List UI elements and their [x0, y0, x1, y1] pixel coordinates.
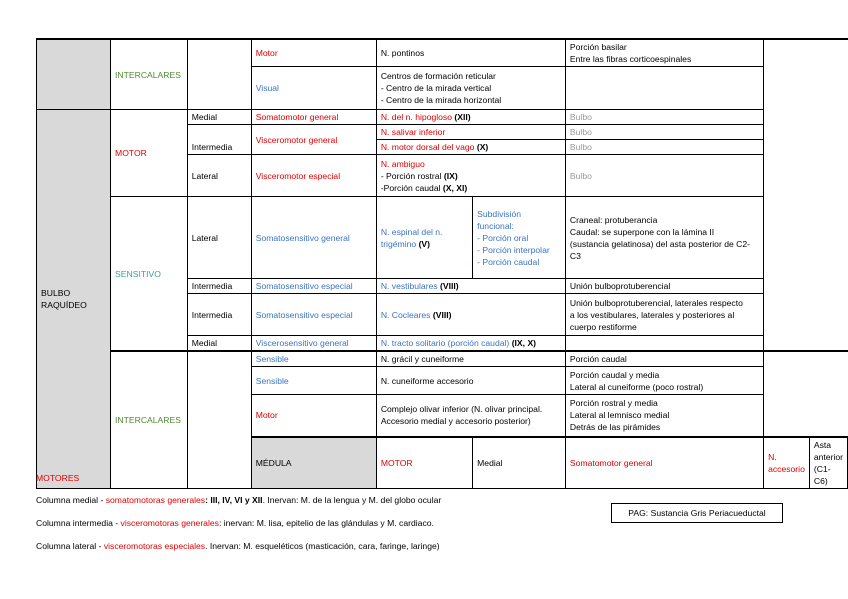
bulbo-label: BULBO RAQUÍDEO	[37, 110, 111, 489]
nucleo-cell: N. del n. hipogloso (XII)	[376, 110, 565, 125]
loc-cell: Bulbo	[565, 155, 763, 197]
nucleo-cell: Centros de formación reticular - Centro de la mirada vertical - Centro de la mirada horizontal	[376, 67, 565, 110]
loc-cell: Porción caudal y media Lateral al cuneiforme (poco rostral)	[565, 367, 763, 395]
loc-cell	[565, 67, 763, 110]
loc-cell: Unión bulboprotuberencial	[565, 279, 763, 294]
nuclei-table	[36, 38, 848, 489]
pos-cell: Intermedia	[187, 294, 251, 336]
group-motor-medula: MOTOR	[376, 437, 472, 489]
nucleo-cell: N. espinal del n. trigémino (V)	[376, 197, 472, 279]
tipo-cell: Somatosensitivo especial	[251, 279, 376, 294]
legend-title: MOTORES	[36, 473, 80, 483]
nucleo-cell: N. ambiguo - Porción rostral (IX) -Porción caudal (X, XI)	[376, 155, 565, 197]
loc-cell: Craneal: protuberancia Caudal: se superpone con la lámina II (sustancia gelatinosa) del asta posterior de C2- C3	[565, 197, 763, 279]
pos-cell: Intermedia	[187, 125, 251, 155]
legend-line-medial: Columna medial - somatomotoras generales: III, IV, VI y XII. Inervan: M. de la lengua y M. del globo ocular	[36, 495, 442, 505]
tipo-cell: Somatosensitivo especial	[251, 294, 376, 336]
pos-cell: Lateral	[187, 197, 251, 279]
nucleo-cell: N. motor dorsal del vago (X)	[376, 140, 565, 155]
pag-note: PAG: Sustancia Gris Periacueductal	[611, 503, 783, 523]
tipo-cell: Sensible	[251, 351, 376, 367]
group-sensitivo: SENSITIVO	[111, 197, 188, 352]
loc-cell: Porción basilar Entre las fibras corticoespinales	[565, 39, 763, 67]
pos-cell: Lateral	[187, 155, 251, 197]
tipo-cell: Viscerosensitivo general	[251, 336, 376, 352]
tipo-cell: Visual	[251, 67, 376, 110]
nucleo-cell: N. accesorio	[764, 437, 810, 489]
loc-cell: Bulbo	[565, 125, 763, 140]
group-motor: MOTOR	[111, 110, 188, 197]
nucleo-cell: N. vestibulares (VIII)	[376, 279, 565, 294]
loc-cell: Bulbo	[565, 140, 763, 155]
loc-cell	[565, 336, 763, 352]
loc-cell: Unión bulboprotuberencial, laterales respecto a los vestibulares, laterales y posteriores al cuerpo restiforme	[565, 294, 763, 336]
blank-pos	[187, 351, 251, 488]
nucleo-cell: N. Cocleares (VIII)	[376, 294, 565, 336]
pos-cell: Intermedia	[187, 279, 251, 294]
medula-label: MÉDULA	[251, 437, 376, 489]
subdivision-cell: Subdivisión funcional: - Porción oral - Porción interpolar - Porción caudal	[473, 197, 566, 279]
tipo-cell: Somatosensitivo general	[251, 197, 376, 279]
tipo-cell: Somatomotor general	[251, 110, 376, 125]
loc-cell: Porción caudal	[565, 351, 763, 367]
nucleo-cell: N. grácil y cuneiforme	[376, 351, 565, 367]
loc-cell: Bulbo	[565, 110, 763, 125]
nucleo-cell: N. pontinos	[376, 39, 565, 67]
tipo-cell: Visceromotor general	[251, 125, 376, 155]
tipo-cell: Sensible	[251, 367, 376, 395]
legend-line-lateral: Columna lateral - visceromotoras especiales. Inervan: M. esqueléticos (masticación, cara, faringe, laringe)	[36, 541, 440, 551]
group-intercalares-top: INTERCALARES	[111, 39, 188, 110]
tipo-cell: Motor	[251, 395, 376, 437]
nucleo-cell: N. cuneiforme accesorio	[376, 367, 565, 395]
pos-cell: Medial	[187, 336, 251, 352]
pos-cell: Medial	[187, 110, 251, 125]
loc-cell: Asta anterior (C1-C6)	[809, 437, 847, 489]
group-intercalares-bottom: INTERCALARES	[111, 351, 188, 488]
tipo-cell: Visceromotor especial	[251, 155, 376, 197]
blank-pos	[187, 39, 251, 110]
nucleo-cell: N. salivar inferior	[376, 125, 565, 140]
tipo-cell: Somatomotor general	[565, 437, 763, 489]
nucleo-cell: Complejo olivar inferior (N. olivar principal. Accesorio medial y accesorio posterior)	[376, 395, 565, 437]
legend-line-intermedia: Columna intermedia - visceromotoras generales: inervan: M. lisa, epitelio de las glándulas y M. cardiaco.	[36, 518, 434, 528]
blank-cell	[37, 39, 111, 110]
tipo-cell: Motor	[251, 39, 376, 67]
nucleo-cell: N. tracto solitario (porción caudal) (IX, X)	[376, 336, 565, 352]
loc-cell: Porción rostral y media Lateral al lemnisco medial Detrás de las pirámides	[565, 395, 763, 437]
pos-cell: Medial	[473, 437, 566, 489]
